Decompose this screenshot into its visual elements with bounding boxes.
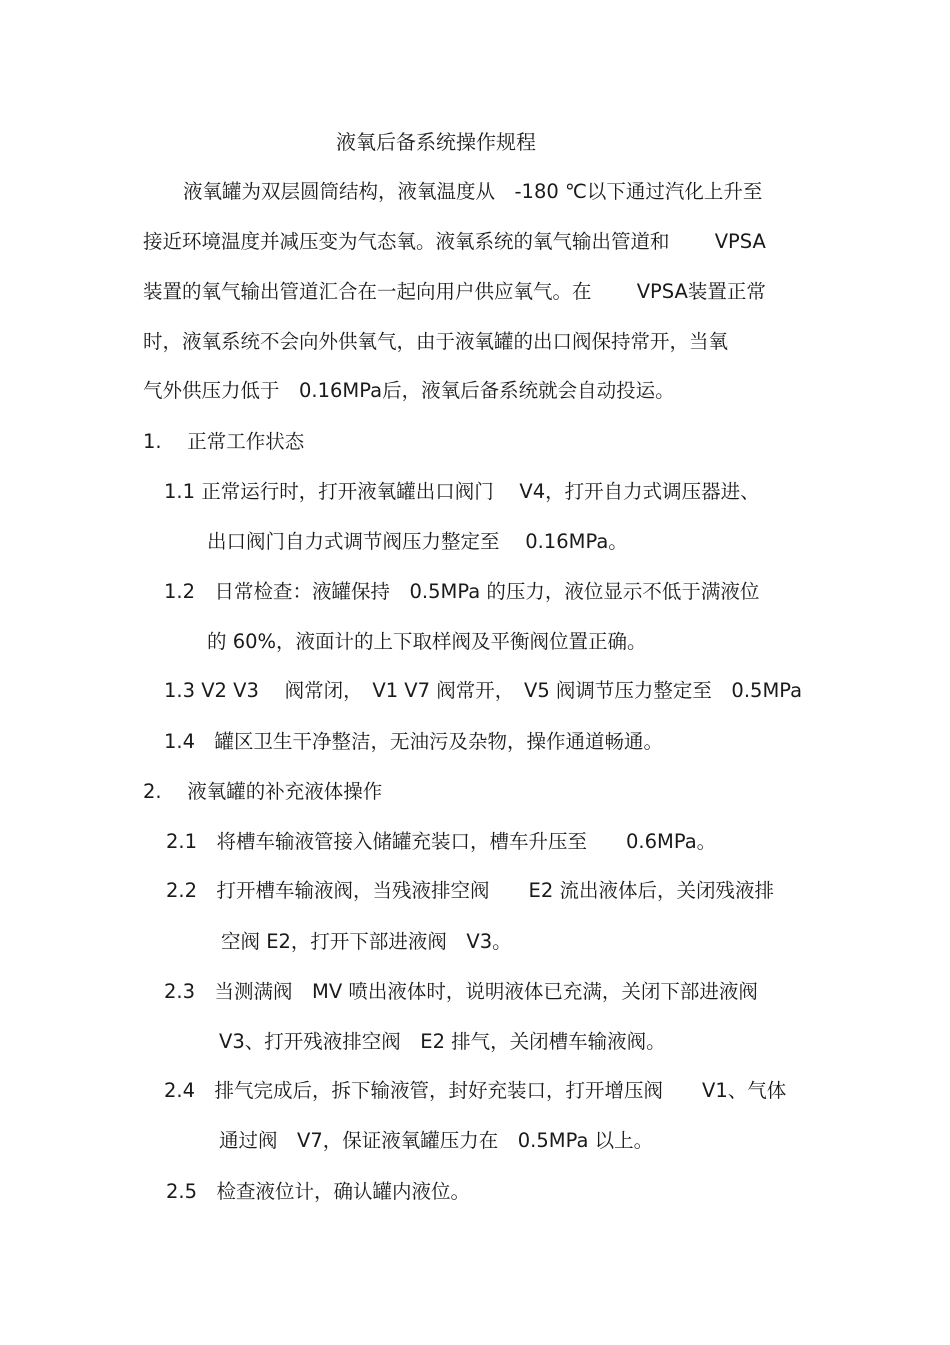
section-2-heading: 2. 液氧罐的补充液体操作: [143, 780, 383, 803]
section-1-item-1-1: 1.1 正常运行时，打开液氧罐出口阀门 V4，打开自力式调压器进、: [164, 480, 760, 503]
document-title: 液氧后备系统操作规程: [336, 130, 536, 154]
section-1-item-1-4: 1.4 罐区卫生干净整洁，无油污及杂物，操作通道畅通。: [164, 730, 664, 753]
section-2-item-2-1: 2.1 将槽车输液管接入储罐充装口，槽车升压至 0.6MPa。: [166, 830, 717, 853]
section-2-item-2-4: 2.4 排气完成后，拆下输液管，封好充装口，打开增压阀 V1、气体: [164, 1079, 787, 1102]
section-2-item-2-3-cont: V3、打开残液排空阀 E2 排气，关闭槽车输液阀。: [219, 1030, 666, 1053]
intro-line-5: 气外供压力低于 0.16MPa后，液氧后备系统就会自动投运。: [143, 379, 675, 402]
section-1-item-1-2: 1.2 日常检查：液罐保持 0.5MPa 的压力，液位显示不低于满液位: [164, 580, 760, 603]
section-1-item-1-2-cont: 的 60%，液面计的上下取样阀及平衡阀位置正确。: [207, 630, 647, 653]
section-2-item-2-2: 2.2 打开槽车输液阀，当残液排空阀 E2 流出液体后，关闭残液排: [166, 879, 774, 902]
section-2-item-2-2-cont: 空阀 E2，打开下部进液阀 V3。: [221, 930, 512, 953]
intro-line-2: 接近环境温度并减压变为气态氧。液氧系统的氧气输出管道和 VPSA: [143, 230, 766, 253]
intro-line-1: 液氧罐为双层圆筒结构，液氧温度从 -180 ℃以下通过汽化上升至: [183, 180, 763, 203]
section-1-item-1-3: 1.3 V2 V3 阀常闭， V1 V7 阀常开， V5 阀调节压力整定至 0.5MPa: [164, 679, 803, 702]
section-1-item-1-1-cont: 出口阀门自力式调节阀压力整定至 0.16MPa。: [207, 530, 628, 553]
intro-line-3: 装置的氧气输出管道汇合在一起向用户供应氧气。在 VPSA装置正常: [143, 280, 766, 303]
intro-line-4: 时，液氧系统不会向外供氧气，由于液氧罐的出口阀保持常开，当氧: [143, 330, 729, 353]
section-1-heading: 1. 正常工作状态: [143, 430, 305, 453]
section-2-item-2-4-cont: 通过阀 V7，保证液氧罐压力在 0.5MPa 以上。: [219, 1129, 654, 1152]
section-2-item-2-5: 2.5 检查液位计，确认罐内液位。: [166, 1180, 471, 1203]
section-2-item-2-3: 2.3 当测满阀 MV 喷出液体时，说明液体已充满，关闭下部进液阀: [164, 980, 758, 1003]
